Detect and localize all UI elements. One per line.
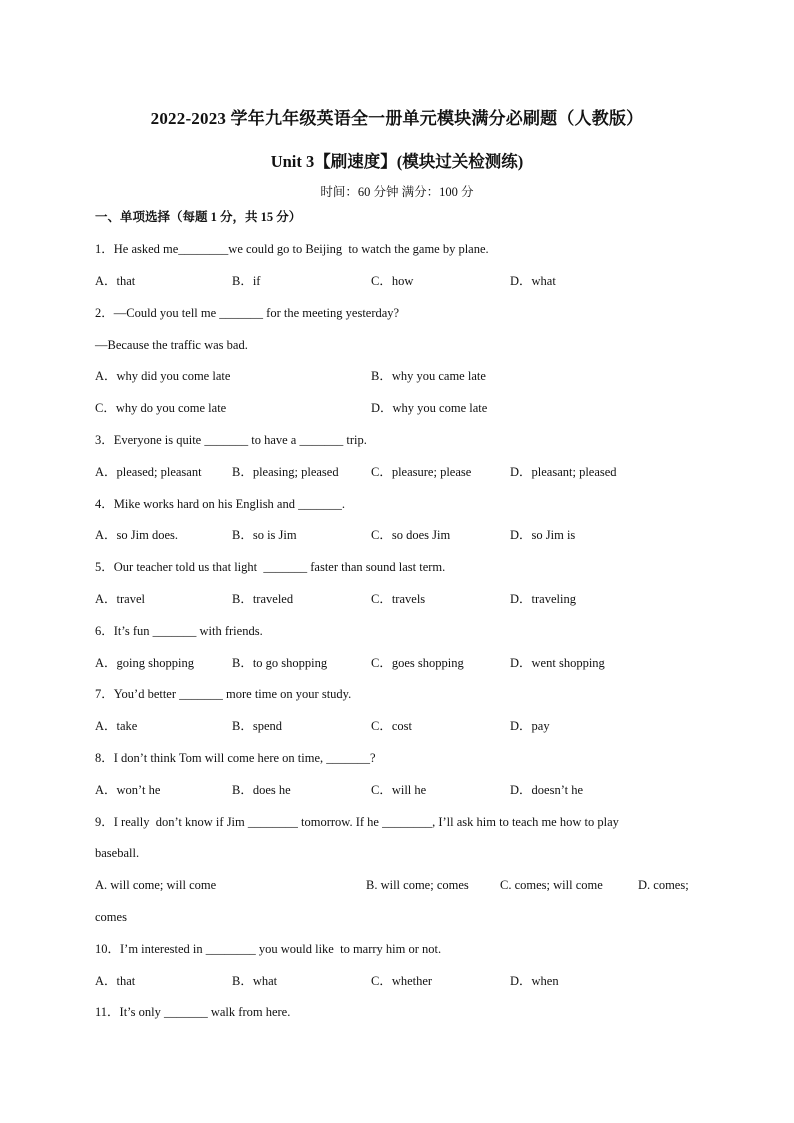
question-stem: 1．He asked me________we could go to Beijing to watch the game by plane.	[95, 242, 489, 256]
option-a[interactable]: A．that	[95, 974, 136, 988]
option-c[interactable]: C．travels	[371, 592, 426, 606]
option-c[interactable]: C．cost	[371, 719, 412, 733]
option-b[interactable]: B．why you came late	[371, 369, 486, 383]
question-stem: 5．Our teacher told us that light _______ faster than sound last term.	[95, 560, 446, 574]
page-title: 2022-2023 学年九年级英语全一册单元模块满分必刷题（人教版）	[150, 109, 644, 128]
option-d[interactable]: D．doesn’t he	[510, 783, 584, 797]
option-c[interactable]: C．how	[371, 274, 414, 288]
option-d[interactable]: D．why you come late	[371, 401, 488, 415]
question-stem: 10．I’m interested in ________ you would like to marry him or not.	[95, 942, 442, 956]
question-stem: 2．—Could you tell me _______ for the meeting yesterday?	[95, 306, 400, 320]
option-b[interactable]: B．spend	[232, 719, 283, 733]
question-stem: 7．You’d better _______ more time on your study.	[95, 687, 352, 701]
option-b[interactable]: B．pleasing; pleased	[232, 465, 339, 479]
option-c[interactable]: C．whether	[371, 974, 433, 988]
option-a[interactable]: A. will come; will come	[95, 878, 217, 892]
option-d[interactable]: D．so Jim is	[510, 528, 576, 542]
exam-meta: 时间：60 分钟 满分：100 分	[320, 185, 474, 199]
option-b[interactable]: B．does he	[232, 783, 291, 797]
option-a[interactable]: A．pleased; pleasant	[95, 465, 202, 479]
option-d[interactable]: D．what	[510, 274, 556, 288]
question-stem: 11．It’s only _______ walk from here.	[95, 1005, 291, 1019]
option-d-continued: comes	[95, 910, 127, 924]
section-heading: 一、单项选择（每题 1 分，共 15 分）	[95, 210, 302, 224]
option-d[interactable]: D．pay	[510, 719, 550, 733]
option-b[interactable]: B. will come; comes	[366, 878, 469, 892]
question-stem: 3．Everyone is quite _______ to have a _______ trip.	[95, 433, 367, 447]
question-stem: 4．Mike works hard on his English and _______.	[95, 497, 345, 511]
option-b[interactable]: B．what	[232, 974, 278, 988]
option-d[interactable]: D．pleasant; pleased	[510, 465, 617, 479]
option-d[interactable]: D. comes;	[638, 878, 689, 892]
option-d[interactable]: D．went shopping	[510, 656, 605, 670]
option-c[interactable]: C．so does Jim	[371, 528, 451, 542]
option-a[interactable]: A．take	[95, 719, 138, 733]
option-b[interactable]: B．to go shopping	[232, 656, 328, 670]
option-b[interactable]: B．so is Jim	[232, 528, 297, 542]
question-stem-line2: baseball.	[95, 846, 140, 860]
unit-subtitle: Unit 3【刷速度】(模块过关检测练)	[270, 152, 524, 171]
question-stem: 9．I really don’t know if Jim ________ tomorrow. If he ________, I’ll ask him to teach me how to play	[95, 815, 619, 829]
option-a[interactable]: A．won’t he	[95, 783, 161, 797]
option-d[interactable]: D．when	[510, 974, 559, 988]
question-stem: 8．I don’t think Tom will come here on time, _______?	[95, 751, 376, 765]
option-d[interactable]: D．traveling	[510, 592, 576, 606]
option-a[interactable]: A．so Jim does.	[95, 528, 178, 542]
option-a[interactable]: A．travel	[95, 592, 145, 606]
option-a[interactable]: A．why did you come late	[95, 369, 231, 383]
option-c[interactable]: C. comes; will come	[500, 878, 603, 892]
question-stem: 6．It’s fun _______ with friends.	[95, 624, 263, 638]
option-b[interactable]: B．traveled	[232, 592, 294, 606]
option-c[interactable]: C．will he	[371, 783, 427, 797]
option-c[interactable]: C．goes shopping	[371, 656, 464, 670]
option-b[interactable]: B．if	[232, 274, 261, 288]
option-c[interactable]: C．pleasure; please	[371, 465, 472, 479]
option-a[interactable]: A．going shopping	[95, 656, 194, 670]
question-stem-line2: —Because the traffic was bad.	[95, 338, 248, 352]
option-a[interactable]: A．that	[95, 274, 136, 288]
option-c[interactable]: C．why do you come late	[95, 401, 227, 415]
